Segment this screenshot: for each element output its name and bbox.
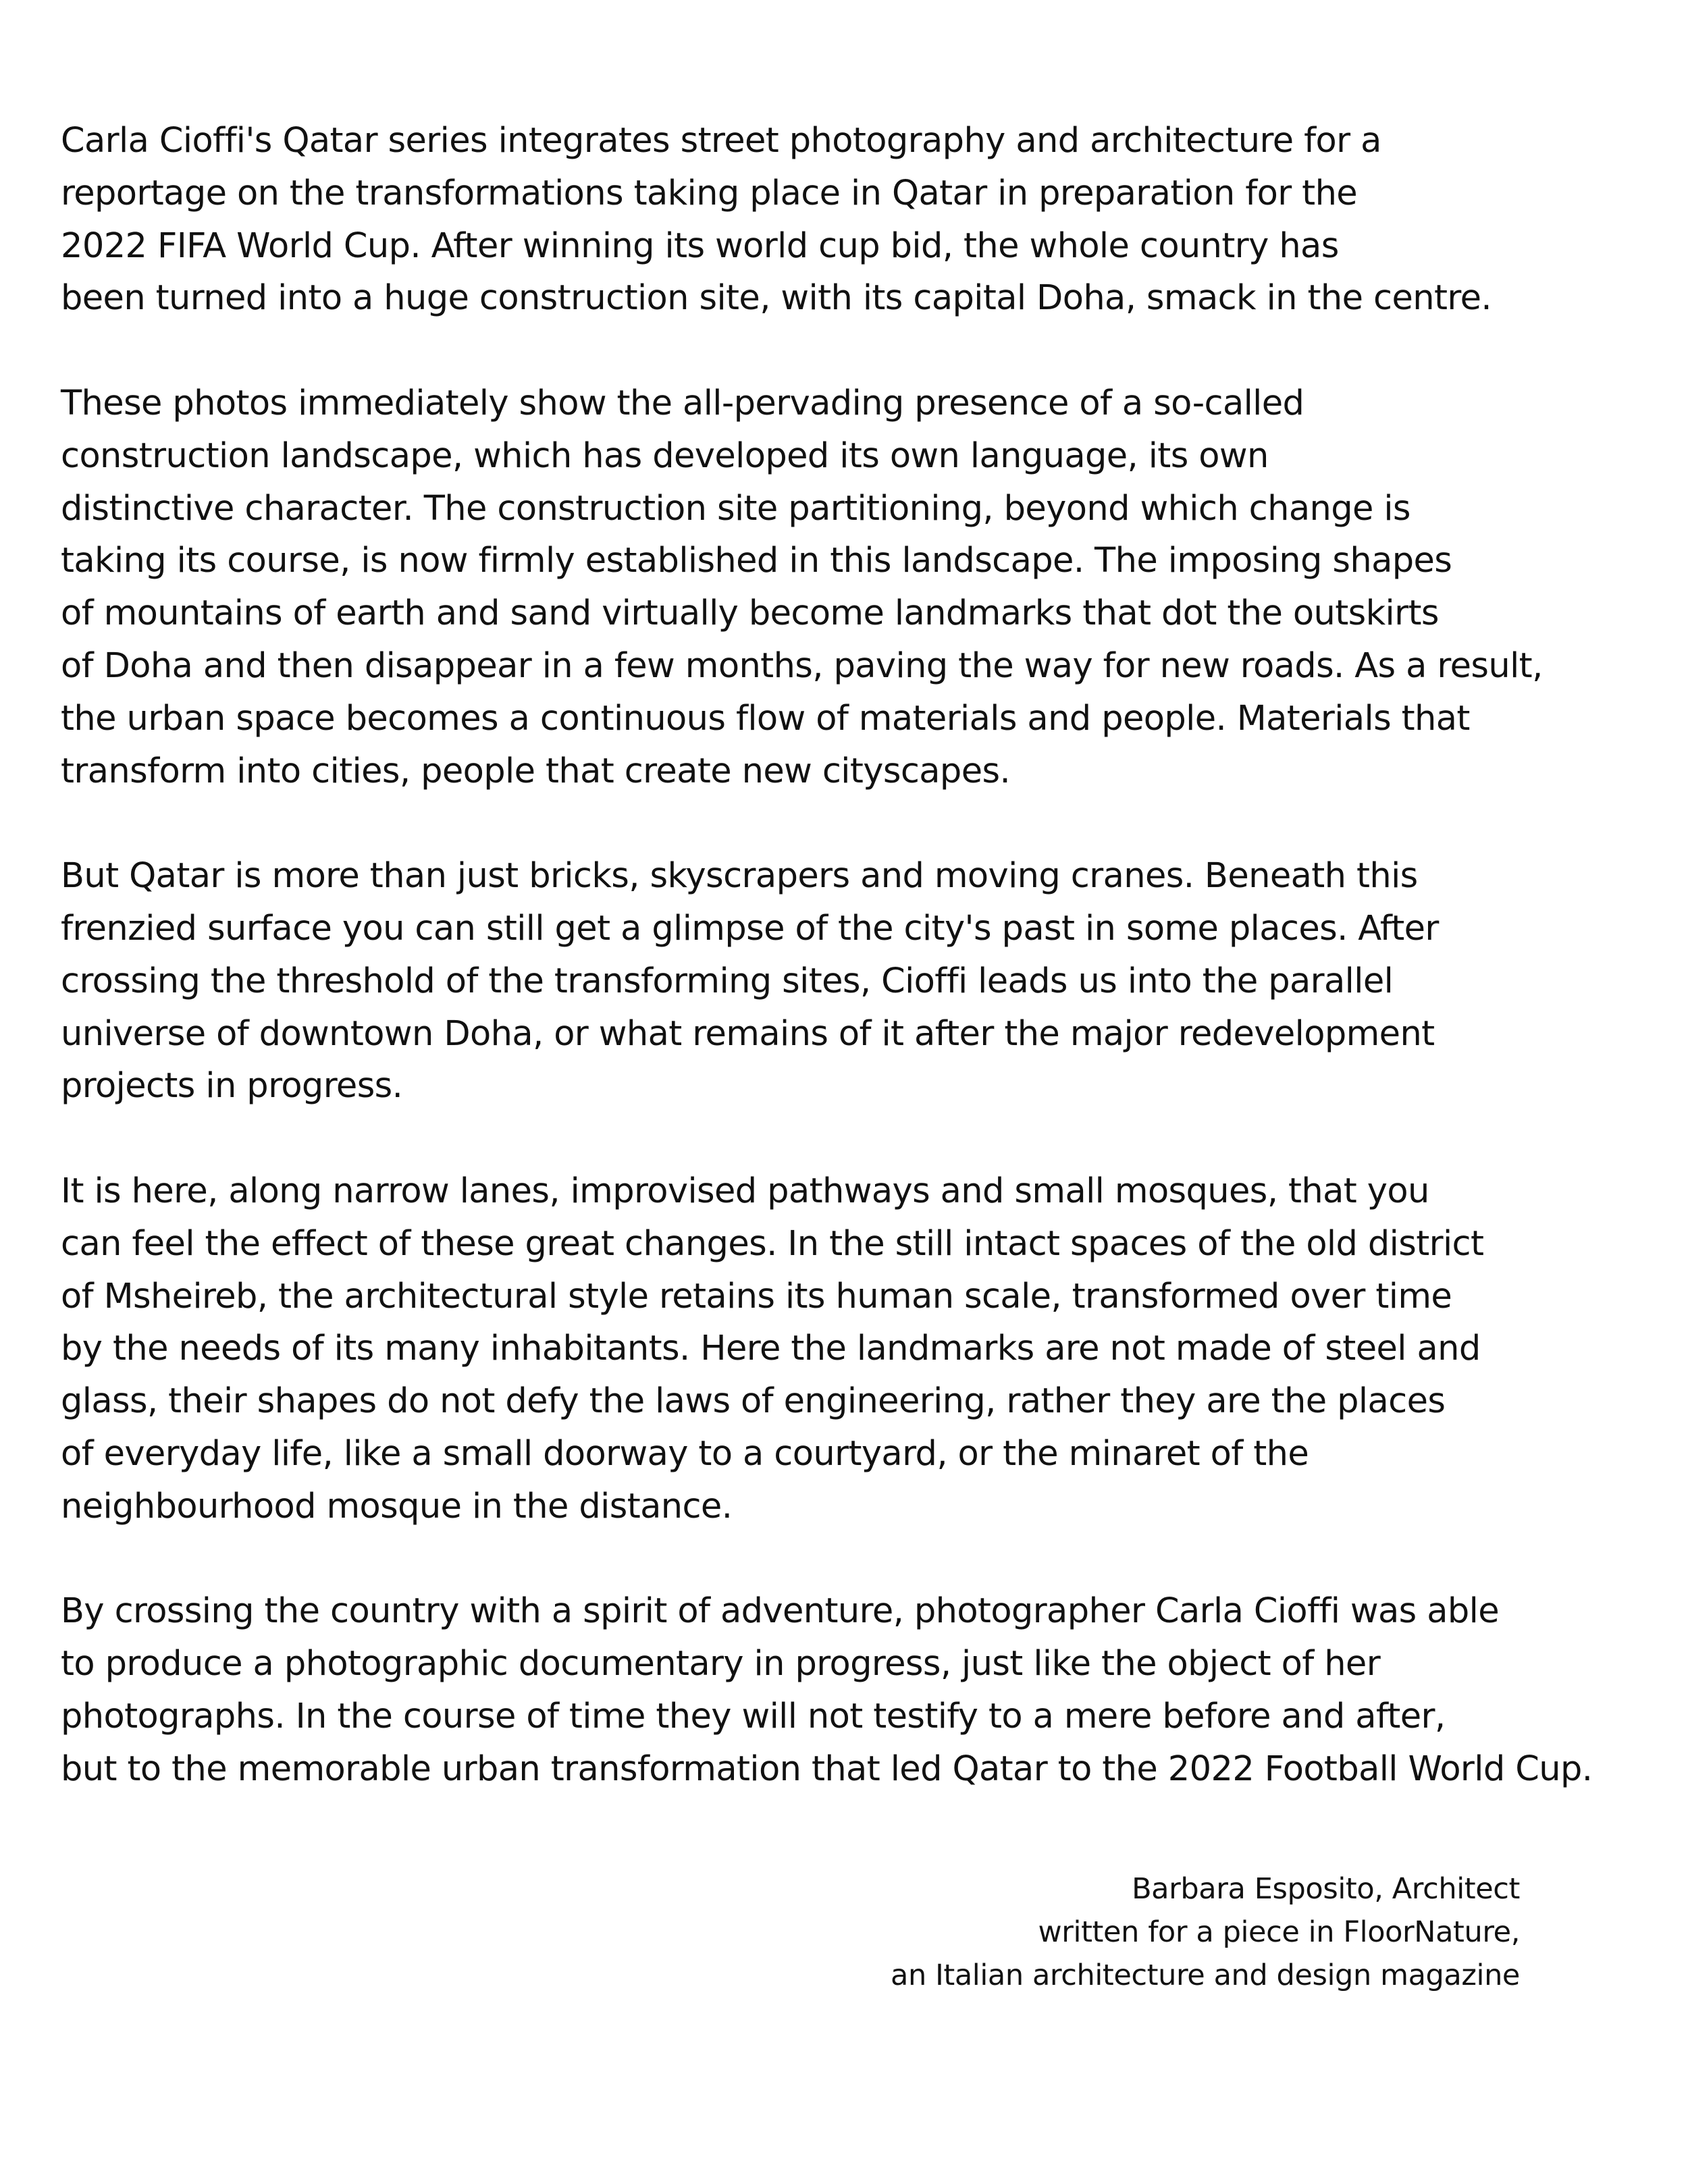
essay-body <box>61 115 1681 1848</box>
paragraph-line: but to the memorable urban transformation that led Qatar to the 2022 Football World Cup. <box>61 1749 1593 1789</box>
essay-paragraph <box>61 850 1681 1113</box>
paragraph-line: to produce a photographic documentary in progress, just like the object of her <box>61 1644 1381 1684</box>
paragraph-line: reportage on the transformations taking place in Qatar in preparation for the <box>61 173 1358 213</box>
paragraph-line: 2022 FIFA World Cup. After winning its world cup bid, the whole country has <box>61 225 1339 266</box>
paragraph-line: projects in progress. <box>61 1066 403 1107</box>
paragraph-line: glass, their shapes do not defy the laws of engineering, rather they are the places <box>61 1381 1446 1422</box>
paragraph-line: taking its course, is now firmly established in this landscape. The imposing shapes <box>61 541 1452 581</box>
paragraph-line: can feel the effect of these great changes. In the still intact spaces of the old district <box>61 1223 1484 1264</box>
paragraph-line: photographs. In the course of time they will not testify to a mere before and after, <box>61 1696 1446 1736</box>
essay-paragraph <box>61 377 1681 797</box>
paragraph-line: frenzied surface you can still get a glimpse of the city's past in some places. After <box>61 908 1439 949</box>
paragraph-line: By crossing the country with a spirit of adventure, photographer Carla Cioffi was able <box>61 1591 1500 1632</box>
paragraph-line: of mountains of earth and sand virtually become landmarks that dot the outskirts <box>61 593 1439 634</box>
publication-description: an Italian architecture and design magazine <box>891 1959 1520 1992</box>
paragraph-line: of Msheireb, the architectural style retains its human scale, transformed over time <box>61 1276 1452 1316</box>
paragraph-line: neighbourhood mosque in the distance. <box>61 1486 733 1526</box>
paragraph-line: It is here, along narrow lanes, improvised pathways and small mosques, that you <box>61 1171 1429 1211</box>
essay-paragraph <box>61 1165 1681 1533</box>
paragraph-line: of Doha and then disappear in a few months, paving the way for new roads. As a result, <box>61 645 1543 686</box>
paragraph-line: Carla Cioffi's Qatar series integrates street photography and architecture for a <box>61 121 1381 161</box>
paragraph-line: of everyday life, like a small doorway to a courtyard, or the minaret of the <box>61 1433 1309 1474</box>
essay-paragraph <box>61 1585 1681 1795</box>
paragraph-line: been turned into a huge construction site, with its capital Doha, smack in the centre. <box>61 278 1492 319</box>
author-name: Barbara Esposito, Architect <box>1132 1872 1520 1906</box>
essay-paragraph <box>61 115 1681 325</box>
paragraph-line: crossing the threshold of the transforming sites, Cioffi leads us into the parallel <box>61 961 1394 1001</box>
paragraph-line: distinctive character. The construction site partitioning, beyond which change is <box>61 488 1410 529</box>
paragraph-line: universe of downtown Doha, or what remains of it after the major redevelopment <box>61 1013 1435 1054</box>
author-signature <box>891 1867 1520 1997</box>
paragraph-line: These photos immediately show the all-pervading presence of a so-called <box>61 383 1304 423</box>
paragraph-line: by the needs of its many inhabitants. Here the landmarks are not made of steel and <box>61 1329 1481 1369</box>
publication-context: written for a piece in FloorNature, <box>1038 1915 1520 1949</box>
paragraph-line: But Qatar is more than just bricks, skyscrapers and moving cranes. Beneath this <box>61 856 1418 897</box>
paragraph-line: transform into cities, people that create new cityscapes. <box>61 751 1011 791</box>
paragraph-line: construction landscape, which has developed its own language, its own <box>61 435 1269 476</box>
paragraph-line: the urban space becomes a continuous flow of materials and people. Materials that <box>61 698 1470 739</box>
